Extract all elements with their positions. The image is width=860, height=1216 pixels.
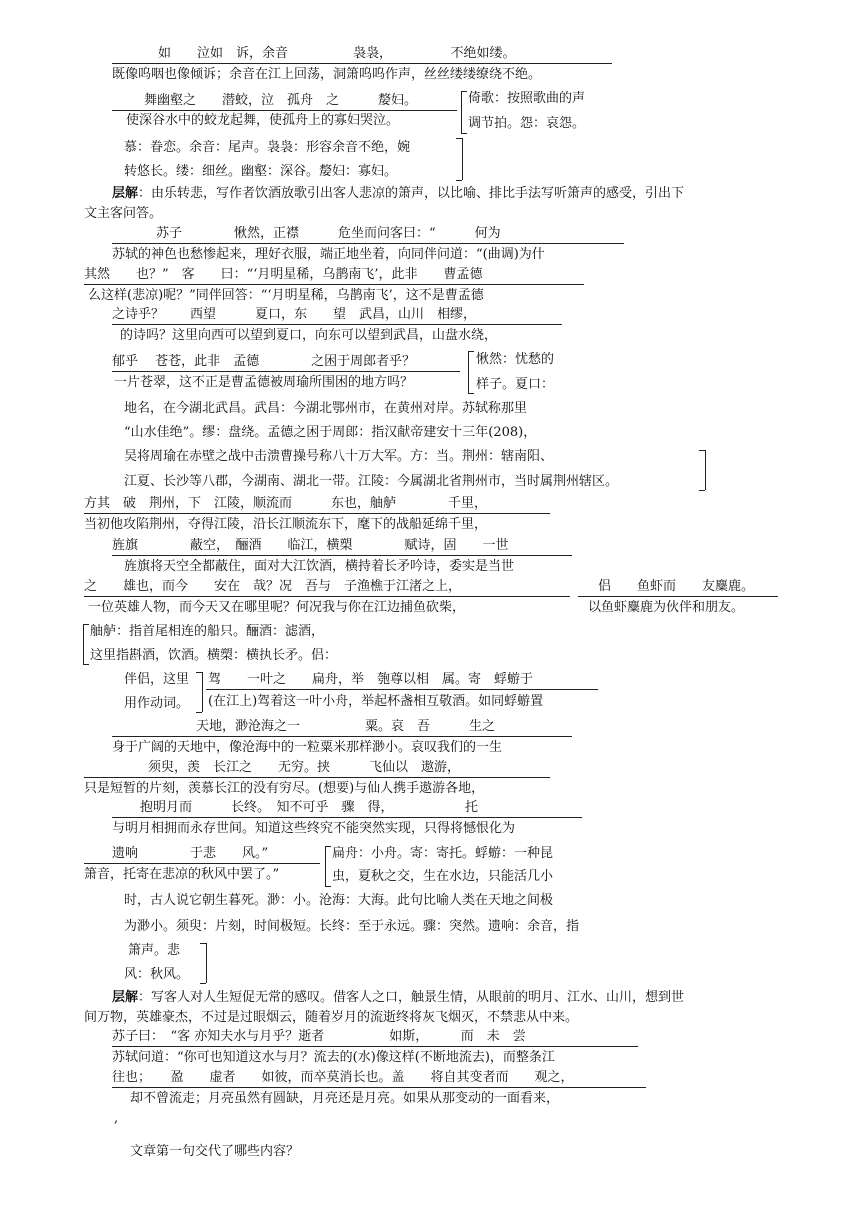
- annotation: 转悠长。缕：细丝。幽壑：深谷。嫠妇：寡妇。: [124, 164, 398, 179]
- annotation: 箫声。悲: [128, 943, 181, 958]
- bracket-left: [461, 133, 467, 134]
- underline: [206, 689, 598, 690]
- annotation: 江夏、长沙等八郡，今湖南、湖北一带。江陵：今属湖北省荆州市，当时属荆州辖区。: [124, 474, 619, 489]
- text-line: 一片苍翠，这不正是曹孟德被周瑜所围困的地方吗？: [114, 375, 414, 390]
- section-text: ：写客人对人生短促无常的感叹。借客人之口，触景生情，从眼前的明月、江水、山川，想到世: [138, 990, 685, 1005]
- text-line: 须臾，羡 长江之 无穷。挟 飞仙以 遨游，: [148, 760, 461, 775]
- bracket-left: [83, 624, 84, 664]
- annotation: 用作动词。: [124, 696, 190, 711]
- text-line: 苏子曰： “客 亦知夫水与月乎？逝者 如斯， 而 未 尝: [112, 1029, 526, 1044]
- underline: [112, 371, 460, 372]
- bracket-right: [206, 943, 207, 983]
- text-line: 既像呜咽也像倾诉；余音在江上回荡，洞箫呜呜作声，丝丝缕缕缭绕不绝。: [112, 67, 542, 82]
- text-line: 身于广阔的天地中，像沧海中的一粒粟米那样渺小。哀叹我们的一生: [112, 740, 503, 755]
- annotation: 地名，在今湖北武昌。武昌：今湖北鄂州市，在黄州对岸。苏轼称那里: [124, 401, 528, 416]
- section-label: 层解: [112, 990, 139, 1005]
- annotation: 倚歌：按照歌曲的声: [468, 91, 586, 106]
- section-note: 间万物，英雄豪杰，不过是过眼烟云，随着岁月的流逝终将灰飞烟灭，不禁悲从中来。: [84, 1010, 579, 1025]
- bracket-right: [196, 712, 202, 713]
- annotation: 为渺小。须臾：片刻，时间极短。长终：至于永远。骤：突然。遗响：余音，指: [124, 919, 580, 934]
- annotation: 慕：眷恋。余音：尾声。袅袅：形容余音不绝，婉: [124, 140, 411, 155]
- bracket-right: [202, 672, 203, 712]
- annotation: “山水佳绝”。缪：盘绕。孟德之困于周郎：指汉献帝建安十三年(208)，: [124, 425, 537, 440]
- question: 文章第一句交代了哪些内容？: [130, 1144, 300, 1159]
- text-line: 驾 一叶之 扁舟，举 匏尊以相 属。寄 蜉蝣于: [208, 672, 534, 687]
- text-line: 当初他攻陷荆州，夺得江陵，沿长江顺流东下，麾下的战船延绵千里，: [84, 517, 488, 532]
- bracket-right: [705, 450, 706, 490]
- bracket-left: [83, 624, 89, 625]
- section-text: ：由乐转悲，写作者饮酒放歌引出客人悲凉的箫声，以比喻、排比手法写听箫声的感受，引出下: [138, 186, 685, 201]
- underline: [578, 596, 778, 597]
- text-line: 舞幽壑之 潜蛟，泣 孤舟 之 嫠妇。: [144, 93, 418, 108]
- underline: [112, 63, 612, 64]
- text-line: 苏轼的神色也愁惨起来，理好衣服，端正地坐着，向同伴问道：“(曲调)为什: [112, 247, 545, 262]
- annotation: 扁舟：小舟。寄：寄托。蜉蝣：一种昆: [332, 846, 554, 861]
- text-line: 却不曾流走；月亮虽然有圆缺，月亮还是月亮。如果从那变动的一面看来，: [130, 1091, 560, 1106]
- annotation: 时，古人说它朝生暮死。渺：小。沧海：大海。此句比喻人类在天地之间极: [124, 893, 554, 908]
- annotation: 愀然：忧愁的: [476, 352, 555, 367]
- text-line: 箫音，托寄在悲凉的秋风中罢了。”: [84, 867, 280, 882]
- bracket-left: [468, 351, 474, 352]
- underline: [112, 1046, 638, 1047]
- bracket-left: [468, 351, 469, 393]
- text-line: 旌旗 蔽空， 酾酒 临江，横槊 赋诗，固 一世: [112, 538, 509, 553]
- bracket-left: [83, 664, 89, 665]
- text-line: 之 雄也，而今 安在 哉？况 吾与 子渔樵于江渚之上，: [84, 579, 462, 594]
- section-note: [112, 186, 684, 202]
- bracket-right: [462, 138, 463, 180]
- bracket-right: [456, 138, 462, 139]
- underline: [112, 1087, 646, 1088]
- annotation: 吴将周瑜在赤壁之战中击溃曹操号称八十万大军。方：当。荆州：辖南阳、: [124, 449, 554, 464]
- underline: [84, 863, 320, 864]
- underline: [84, 513, 550, 514]
- bracket-right: [200, 983, 206, 984]
- text-line: 使深谷水中的蛟龙起舞，使孤舟上的寡妇哭泣。: [126, 113, 400, 128]
- text-line: 苏轼问道：“你可也知道这水与月？流去的(水)像这样(不断地流去)，而整条江: [112, 1050, 555, 1065]
- annotation: 伴侣，这里: [124, 672, 190, 687]
- text-line: 如 泣如 诉，余音 袅袅， 不绝如缕。: [158, 46, 516, 61]
- underline: [112, 736, 572, 737]
- annotation: 舳舻：指首尾相连的船只。酾酒：滤酒，: [90, 624, 325, 639]
- text-line: 之诗乎？ 西望 夏口，东 望 武昌，山川 相缪，: [112, 307, 477, 322]
- bracket-left: [325, 846, 331, 847]
- bracket-left: [325, 886, 331, 887]
- annotation: 这里指斟酒，饮酒。横槊：横执长矛。侣：: [90, 648, 338, 663]
- section-note: 文主客问答。: [84, 206, 163, 221]
- underline: [112, 243, 624, 244]
- text-line: 只是短暂的片刻，羡慕长江的没有穷尽。(想要)与仙人携手遨游各地，: [84, 781, 485, 796]
- text-line: (在江上)驾着这一叶小舟，举起杯盏相互敬酒。如同蜉蝣置: [208, 694, 544, 709]
- text-line: 以鱼虾麋鹿为伙伴和朋友。: [588, 600, 745, 615]
- text-line: 往也； 盈 虚者 如彼，而卒莫消长也。盖 将自其变者而 观之，: [112, 1070, 574, 1085]
- section-label: 层解: [112, 186, 139, 201]
- text-line: 苏子 愀然，正襟 危坐而问客曰：“ 何为: [156, 226, 501, 241]
- text-line: 其然 也？” 客 曰：“‘月明星稀，乌鹊南飞’，此非 曹孟德: [84, 267, 483, 282]
- text-line: 天地，渺沧海之一 粟。哀 吾 生之: [196, 719, 496, 734]
- bracket-right: [456, 180, 462, 181]
- bracket-right: [196, 672, 202, 673]
- text-line: ,: [114, 1111, 119, 1126]
- bracket-left: [461, 91, 467, 92]
- bracket-right: [200, 943, 206, 944]
- underline: [112, 555, 572, 556]
- annotation: 风：秋风。: [124, 967, 190, 982]
- text-line: 么这样(悲凉)呢？”同伴回答：“‘月明星稀，乌鹊南飞’，这不是曹孟德: [88, 288, 484, 303]
- text-line: 抱明月而 长终。 知不可乎 骤 得， 托: [140, 800, 479, 815]
- annotation: 虫，夏秋之交，生在水边，只能活几小: [332, 869, 554, 884]
- underline: [84, 777, 550, 778]
- annotation: 调节拍。怨：哀怨。: [468, 116, 586, 131]
- text-line: 与明月相拥而永存世间。知道这些终究不能突然实现，只得将憾恨化为: [112, 821, 516, 836]
- bracket-right: [699, 450, 705, 451]
- bracket-left: [325, 846, 326, 886]
- underline: [84, 596, 570, 597]
- bracket-right: [699, 490, 705, 491]
- text-line: 旌旗将天空全都蔽住，面对大江饮酒，横持着长矛吟诗，委实是当世: [124, 559, 515, 574]
- text-line: 的诗吗？这里向西可以望到夏口，向东可以望到武昌，山盘水绕，: [120, 328, 498, 343]
- text-line: 一位英雄人物，而今天又在哪里呢？何况我与你在江边捕鱼砍柴，: [88, 600, 466, 615]
- underline: [112, 817, 582, 818]
- underline: [112, 110, 457, 111]
- text-line: 方其 破 荆州，下 江陵，顺流而 东也，舳舻 千里，: [84, 496, 488, 511]
- bracket-left: [461, 91, 462, 133]
- underline: [84, 284, 584, 285]
- annotation: 样子。夏口：: [476, 377, 555, 392]
- text-line: 遗响 于悲 风。”: [112, 846, 269, 861]
- text-line: 侣 鱼虾而 友麋鹿。: [598, 579, 755, 594]
- text-line: 郁乎 苍苍，此非 孟德 之困于周郎者乎？: [112, 354, 416, 369]
- section-note: [112, 990, 684, 1006]
- underline: [112, 324, 562, 325]
- bracket-left: [468, 393, 474, 394]
